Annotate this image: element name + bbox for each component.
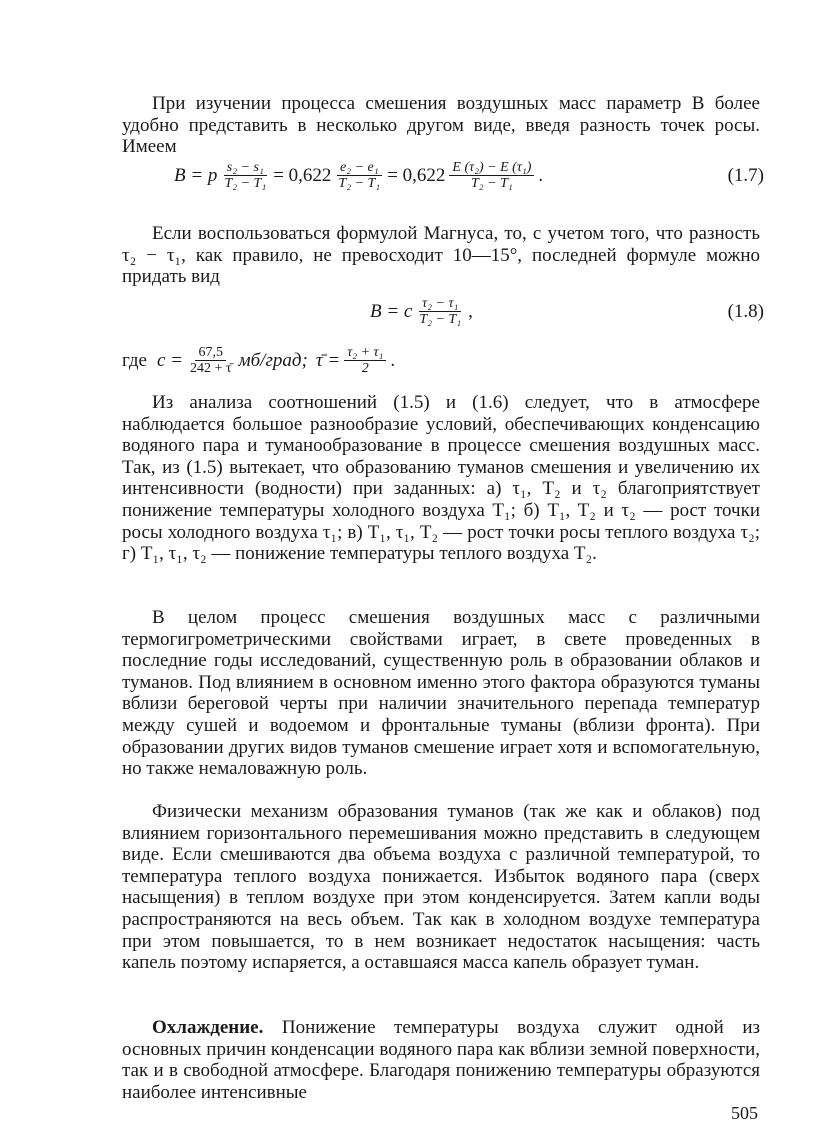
equation-1-8 <box>122 296 764 327</box>
eq17-lhs: B = p <box>174 164 218 186</box>
equation-number-1-7: (1.7) <box>727 164 764 186</box>
page-number: 505 <box>731 1103 758 1123</box>
paragraph-mechanism: Физически механизм образования туманов (так же как и облаков) под влиянием горизонтального перемешивания можно представить в следующем виде. Если смешиваются два объема воздуха с различной температурой, то температура теплого воздуха понижается. Избыток водяного пара (сверх насыщения) в теплом воздухе при этом конденсируется. Затем капли воды распространяются на весь объем. Так как в холодном воздухе температура при этом повышается, то в нем возникает недостаток насыщения: часть капель поэтому испаряется, а оставшаяся масса капель образует туман. <box>122 801 760 974</box>
eq17-end: . <box>538 164 544 186</box>
paragraph-magnus: Если воспользоваться формулой Магнуса, то, с учетом того, что разность τ₂ − τ₁, как правило, не превосходит 10—15°, последней формуле можно придать вид <box>122 223 760 288</box>
equation-1-7 <box>122 160 764 191</box>
eq18-end: , <box>468 300 473 322</box>
where-word: где <box>122 349 147 371</box>
paragraph-intro: При изучении процесса смешения воздушных масс параметр B более удобно представить в несколько другом виде, введя разность точек росы. Имеем <box>122 93 760 158</box>
eq18-lhs: B = c <box>370 300 413 322</box>
eq17-equals-b: = 0,622 <box>387 164 446 186</box>
paragraph-mixing-role: В целом процесс смешения воздушных масс с различными термогигрометрическими свойствами играет, в свете проведенных в последние годы исследований, существенную роль в образовании облаков и туманов. Под влиянием в основном именно этого фактора образуются туманы вблизи береговой черты при наличии значительного перепада температур между сушей и водоемом и фронтальные туманы (вблизи фронта). При образовании других видов туманов смешение играет хотя и вспомогательную, но также немаловажную роль. <box>122 607 760 780</box>
tau-mean-fraction: $\frac{\text{τ₂ + τ₁}}{2}$ <box>344 345 386 376</box>
eq17-fraction-1: $\frac{\text{s₂ − s₁}}{\text{T₂ − T₁}}$ <box>224 160 267 191</box>
where-end: . <box>390 349 396 371</box>
paragraph-cooling <box>122 1017 760 1103</box>
eq17-fraction-2: $\frac{\text{e₂ − e₁}}{\text{T₂ − T₁}}$ <box>338 160 381 191</box>
paragraph-analysis: Из анализа соотношений (1.5) и (1.6) следует, что в атмосфере наблюдается большое разнообразие условий, обеспечивающих конденсацию водяного пара и туманообразование в процессе смешения воздушных масс. Так, из (1.5) вытекает, что образованию туманов смешения и увеличению их интенсивности (водности) при заданных: а) τ₁, T₂ и τ₂ благоприятствует понижение температуры холодного воздуха T₁; б) T₁, T₂ и τ₂ — рост точки росы холодного воздуха τ₁; в) T₁, τ₁, T₂ — рост точки росы теплого воздуха τ₂; г) T₁, τ₁, τ₂ — понижение температуры теплого воздуха T₂. <box>122 392 760 565</box>
equation-number-1-8: (1.8) <box>727 300 764 322</box>
c-units: мб/град; <box>238 349 308 371</box>
c-lhs: c = <box>156 349 183 371</box>
c-fraction: $\frac{67,5}{242 + \taū}$ <box>189 345 232 376</box>
section-heading-cooling: Охлаждение. <box>152 1017 264 1038</box>
where-definitions <box>122 345 764 376</box>
paragraph-cooling-text: Понижение температуры воздуха служит одной из основных причин конденсации водяного пара как вблизи земной поверхности, так и в свободной атмосфере. Благодаря понижению температуры образуются наиболее интенсивные <box>122 1017 760 1103</box>
eq17-fraction-3: $\frac{\text{E (τ₂) − E (τ₁)}}{\text{T₂ − T₁}}$ <box>449 160 534 191</box>
tau-mean-lhs: τ̄ = <box>315 349 341 371</box>
eq17-equals-a: = 0,622 <box>273 164 332 186</box>
eq18-fraction: $\frac{\text{τ₂ − τ₁}}{\text{T₂ − T₁}}$ <box>419 296 462 327</box>
